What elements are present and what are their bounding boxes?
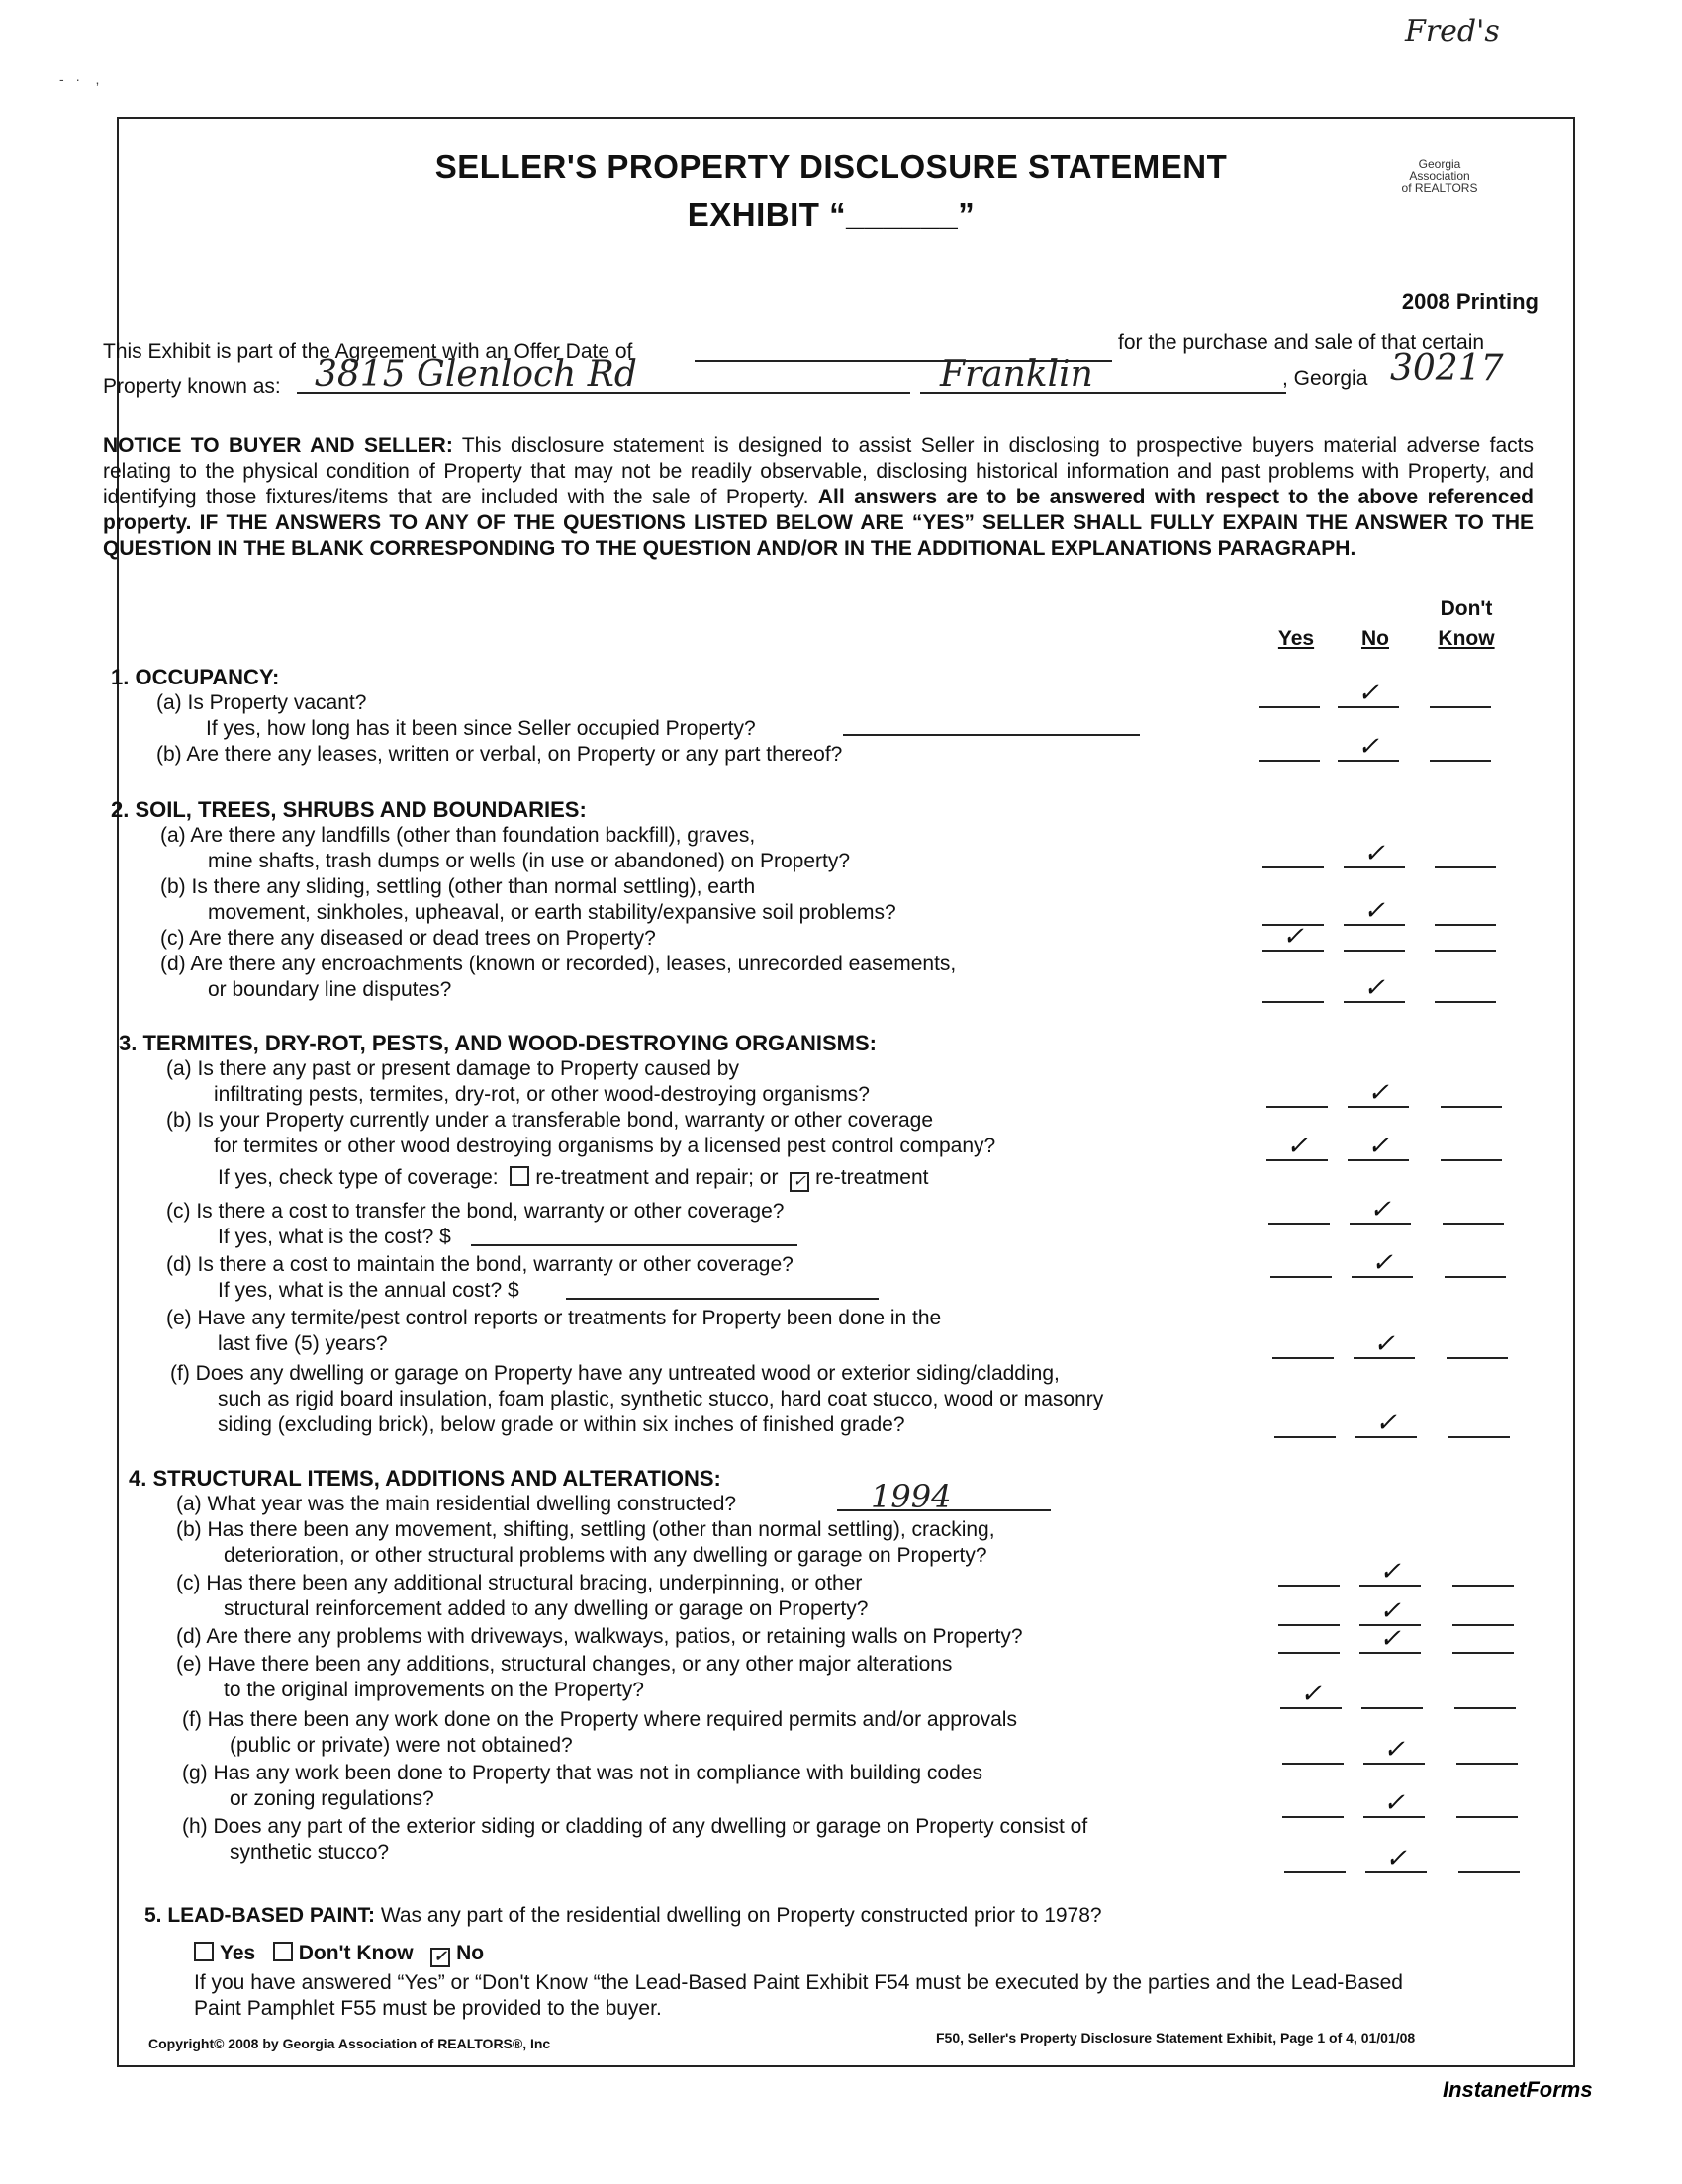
q3d-dontknow[interactable] <box>1445 1250 1506 1278</box>
q4f-text-cont: (public or private) were not obtained? <box>230 1734 573 1757</box>
q3a-text: (a) Is there any past or present damage to Property caused by <box>166 1057 739 1080</box>
q4h-text: (h) Does any part of the exterior siding or cladding of any dwelling or garage on Property consist of <box>182 1815 1088 1838</box>
q1b-no[interactable]: ✓ <box>1338 734 1399 762</box>
property-zip[interactable]: 30217 <box>1390 348 1504 389</box>
q1b-dontknow[interactable] <box>1430 734 1491 762</box>
q5-note-line1: If you have answered “Yes” or “Don't Know “the Lead-Based Paint Exhibit F54 must be executed by the parties and the Lead-Based <box>194 1971 1403 1994</box>
q4f-dontknow[interactable] <box>1456 1737 1518 1765</box>
section-5-heading: 5. LEAD-BASED PAINT: <box>144 1904 375 1927</box>
q3d-cost-label: If yes, what is the annual cost? $ <box>218 1279 519 1302</box>
col-know-header: Know <box>1438 627 1495 650</box>
q3a-no[interactable]: ✓ <box>1348 1080 1409 1108</box>
q2d-text-cont: or boundary line disputes? <box>208 978 452 1001</box>
q3f-no[interactable]: ✓ <box>1355 1410 1417 1438</box>
q3f-text-cont2: siding (excluding brick), below grade or within six inches of finished grade? <box>218 1413 905 1436</box>
col-no-header: No <box>1361 627 1389 650</box>
q3f-yes[interactable] <box>1274 1410 1336 1438</box>
q3f-text-cont1: such as rigid board insulation, foam plastic, synthetic stucco, hard coat stucco, wood or masonry <box>218 1388 1104 1410</box>
q4e-no[interactable] <box>1361 1682 1423 1709</box>
q1a-duration-field[interactable] <box>843 734 1140 736</box>
q1a-no[interactable]: ✓ <box>1338 681 1399 708</box>
notice-bold-text: All answers are to be answered with respect to the above referenced property. IF THE ANSWERS TO ANY OF THE QUESTIONS LISTED BELOW ARE “YES” SELLER SHALL FULLY EXPAIN THE ANSWER TO THE QUESTION IN THE BLANK CORRESPONDING TO THE QUESTION AND/OR IN THE ADDITIONAL EXPLANATIONS PARAGRAPH. <box>103 486 1535 560</box>
q2a-no[interactable]: ✓ <box>1344 841 1405 868</box>
lead-yes-checkbox[interactable] <box>194 1942 214 1961</box>
col-yes-header: Yes <box>1277 627 1315 650</box>
q3e-text: (e) Have any termite/pest control reports or treatments for Property been done in the <box>166 1307 942 1329</box>
copyright-notice: Copyright© 2008 by Georgia Association of REALTORS®, Inc <box>148 2036 551 2051</box>
q3c-dontknow[interactable] <box>1443 1197 1504 1225</box>
corner-handwritten-note: Fred's <box>1405 14 1500 48</box>
q2b-dontknow[interactable] <box>1435 898 1496 926</box>
q2c-yes[interactable]: ✓ <box>1262 924 1324 952</box>
q4g-text-cont: or zoning regulations? <box>230 1787 434 1810</box>
q2c-no[interactable] <box>1344 924 1405 952</box>
q4d-dontknow[interactable] <box>1452 1626 1514 1654</box>
q2b-no[interactable]: ✓ <box>1344 898 1405 926</box>
q4a-year-value[interactable]: 1994 <box>871 1478 952 1515</box>
q3d-no[interactable]: ✓ <box>1352 1250 1413 1278</box>
section-1-heading: 1. OCCUPANCY: <box>111 665 280 689</box>
q3e-text-cont: last five (5) years? <box>218 1332 388 1355</box>
q3c-text: (c) Is there a cost to transfer the bond, warranty or other coverage? <box>166 1200 785 1223</box>
notice-label: NOTICE TO BUYER AND SELLER: <box>103 434 453 457</box>
q4h-text-cont: synthetic stucco? <box>230 1841 390 1864</box>
q2a-text: (a) Are there any landfills (other than foundation backfill), graves, <box>160 824 756 847</box>
q3d-yes[interactable] <box>1270 1250 1332 1278</box>
q2c-text: (c) Are there any diseased or dead trees on Property? <box>160 927 656 950</box>
q3a-text-cont: infiltrating pests, termites, dry-rot, or other wood-destroying organisms? <box>214 1083 870 1106</box>
q4b-dontknow[interactable] <box>1452 1559 1514 1587</box>
q3c-yes[interactable] <box>1268 1197 1330 1225</box>
property-street[interactable]: 3815 Glenloch Rd <box>315 354 637 395</box>
q4e-text: (e) Have there been any additions, structural changes, or any other major alterations <box>176 1653 953 1676</box>
q3e-yes[interactable] <box>1272 1331 1334 1359</box>
q3c-cost-label: If yes, what is the cost? $ <box>218 1226 451 1248</box>
q4c-text: (c) Has there been any additional structural bracing, underpinning, or other <box>176 1572 863 1594</box>
q4h-no[interactable]: ✓ <box>1365 1846 1427 1873</box>
q2c-dontknow[interactable] <box>1435 924 1496 952</box>
q3c-cost-field[interactable] <box>471 1244 797 1246</box>
lead-no-checkbox[interactable]: ✓ <box>430 1948 450 1967</box>
q4d-text: (d) Are there any problems with driveways, walkways, patios, or retaining walls on Property? <box>176 1625 1023 1648</box>
q3b-coverage-row <box>218 1165 928 1192</box>
q1a-followup: If yes, how long has it been since Seller occupied Property? <box>206 717 756 740</box>
q3e-no[interactable]: ✓ <box>1354 1331 1415 1359</box>
q3d-cost-field[interactable] <box>566 1298 879 1300</box>
q4h-yes[interactable] <box>1284 1846 1346 1873</box>
q2b-text: (b) Is there any sliding, settling (other than normal settling), earth <box>160 875 756 898</box>
q4c-dontknow[interactable] <box>1452 1598 1514 1626</box>
retreatment-repair-label: re-treatment and repair; or <box>535 1166 779 1189</box>
q4b-yes[interactable] <box>1278 1559 1340 1587</box>
q2d-no[interactable]: ✓ <box>1344 975 1405 1003</box>
q3e-dontknow[interactable] <box>1447 1331 1508 1359</box>
q3b-yes[interactable]: ✓ <box>1266 1134 1328 1161</box>
intro-line1-end: for the purchase and sale of that certain <box>1118 331 1485 354</box>
q3b-text-cont: for termites or other wood destroying organisms by a licensed pest control company? <box>214 1135 996 1157</box>
q2d-yes[interactable] <box>1262 975 1324 1003</box>
q3b-text: (b) Is your Property currently under a transferable bond, warranty or other coverage <box>166 1109 934 1132</box>
col-dont-label: Don't <box>1440 597 1493 620</box>
q3f-dontknow[interactable] <box>1448 1410 1510 1438</box>
q4a-text: (a) What year was the main residential dwelling constructed? <box>176 1493 737 1515</box>
q4e-dontknow[interactable] <box>1454 1682 1516 1709</box>
q4f-no[interactable]: ✓ <box>1363 1737 1425 1765</box>
q2a-text-cont: mine shafts, trash dumps or wells (in use or abandoned) on Property? <box>208 850 851 872</box>
q4g-dontknow[interactable] <box>1456 1790 1518 1818</box>
q5-note-line2: Paint Pamphlet F55 must be provided to the buyer. <box>194 1997 662 2020</box>
notice-paragraph <box>103 433 1534 562</box>
q4b-text: (b) Has there been any movement, shifting, settling (other than normal settling), cracking, <box>176 1518 995 1541</box>
notice-text: This disclosure statement is designed to assist Seller in disclosing to prospective buyers material adverse facts relating to the physical condition of Property that may not be readily observable, disclosing historical information and past problems with Property, and identifying those fixtures/items that are included with the sale of Property. <box>103 434 1534 508</box>
form-title: SELLER'S PROPERTY DISCLOSURE STATEMENT <box>434 148 1228 185</box>
q5-options <box>194 1941 484 1967</box>
scan-speck: - · , <box>59 71 100 87</box>
q3b-dontknow[interactable] <box>1441 1134 1502 1161</box>
property-label: Property known as: <box>103 375 281 398</box>
q4c-yes[interactable] <box>1278 1598 1340 1626</box>
lead-dontknow-label: Don't Know <box>298 1942 414 1964</box>
q2d-dontknow[interactable] <box>1435 975 1496 1003</box>
section-3-heading: 3. TERMITES, DRY-ROT, PESTS, AND WOOD-DESTROYING ORGANISMS: <box>119 1031 877 1055</box>
lead-no-label: No <box>456 1942 485 1964</box>
q2a-dontknow[interactable] <box>1435 841 1496 868</box>
retreatment-checkbox[interactable]: ✓ <box>790 1172 809 1192</box>
q4c-text-cont: structural reinforcement added to any dwelling or garage on Property? <box>224 1597 869 1620</box>
q1b-text: (b) Are there any leases, written or verbal, on Property or any part thereof? <box>156 743 843 766</box>
q4f-text: (f) Has there been any work done on the Property where required permits and/or approvals <box>182 1708 1017 1731</box>
retreatment-repair-checkbox[interactable] <box>510 1166 529 1186</box>
q4e-text-cont: to the original improvements on the Property? <box>224 1679 644 1701</box>
section-4-heading: 4. STRUCTURAL ITEMS, ADDITIONS AND ALTERATIONS: <box>129 1466 721 1491</box>
intro-line1-start: This Exhibit is part of the Agreement with an Offer Date of <box>103 340 633 363</box>
section-5-row <box>144 1903 1102 1929</box>
q2d-text: (d) Are there any encroachments (known or recorded), leases, unrecorded easements, <box>160 953 957 975</box>
q3a-yes[interactable] <box>1266 1080 1328 1108</box>
lead-yes-label: Yes <box>220 1942 256 1964</box>
q4h-dontknow[interactable] <box>1458 1846 1520 1873</box>
q5-question: Was any part of the residential dwelling on Property constructed prior to 1978? <box>380 1904 1102 1927</box>
q3b-coverage-label: If yes, check type of coverage: <box>218 1166 499 1189</box>
property-city[interactable]: Franklin <box>940 354 1093 395</box>
georgia-label: , Georgia <box>1282 367 1368 390</box>
q4b-no[interactable]: ✓ <box>1359 1559 1421 1587</box>
instanet-logo: InstanetForms <box>1443 2077 1593 2102</box>
q1a-text: (a) Is Property vacant? <box>156 691 367 714</box>
q4g-yes[interactable] <box>1282 1790 1344 1818</box>
q4f-yes[interactable] <box>1282 1737 1344 1765</box>
q4g-text: (g) Has any work been done to Property that was not in compliance with building codes <box>182 1762 982 1784</box>
property-city-line <box>920 392 1286 394</box>
lead-dontknow-checkbox[interactable] <box>273 1942 293 1961</box>
gar-logo: Georgia Association of REALTORS <box>1401 157 1478 195</box>
q3f-text: (f) Does any dwelling or garage on Property have any untreated wood or exterior siding/cladding, <box>170 1362 1060 1385</box>
q1a-yes[interactable] <box>1259 681 1320 708</box>
q1b-yes[interactable] <box>1259 734 1320 762</box>
q2a-yes[interactable] <box>1262 841 1324 868</box>
q3c-no[interactable]: ✓ <box>1350 1197 1411 1225</box>
q4d-yes[interactable] <box>1278 1626 1340 1654</box>
q3d-text: (d) Is there a cost to maintain the bond, warranty or other coverage? <box>166 1253 794 1276</box>
form-identifier: F50, Seller's Property Disclosure Statement Exhibit, Page 1 of 4, 01/01/08 <box>936 2030 1416 2046</box>
q3b-no[interactable]: ✓ <box>1348 1134 1409 1161</box>
q3a-dontknow[interactable] <box>1441 1080 1502 1108</box>
q4c-no[interactable]: ✓ <box>1359 1598 1421 1626</box>
printing-year: 2008 Printing <box>1401 289 1539 314</box>
q4b-text-cont: deterioration, or other structural problems with any dwelling or garage on Property? <box>224 1544 987 1567</box>
exhibit-label: EXHIBIT “______” <box>687 196 976 232</box>
retreatment-label: re-treatment <box>815 1166 929 1189</box>
q2b-text-cont: movement, sinkholes, upheaval, or earth stability/expansive soil problems? <box>208 901 896 924</box>
q4e-yes[interactable]: ✓ <box>1280 1682 1342 1709</box>
q1a-dontknow[interactable] <box>1430 681 1491 708</box>
q4g-no[interactable]: ✓ <box>1363 1790 1425 1818</box>
q4d-no[interactable]: ✓ <box>1359 1626 1421 1654</box>
section-2-heading: 2. SOIL, TREES, SHRUBS AND BOUNDARIES: <box>111 797 587 822</box>
